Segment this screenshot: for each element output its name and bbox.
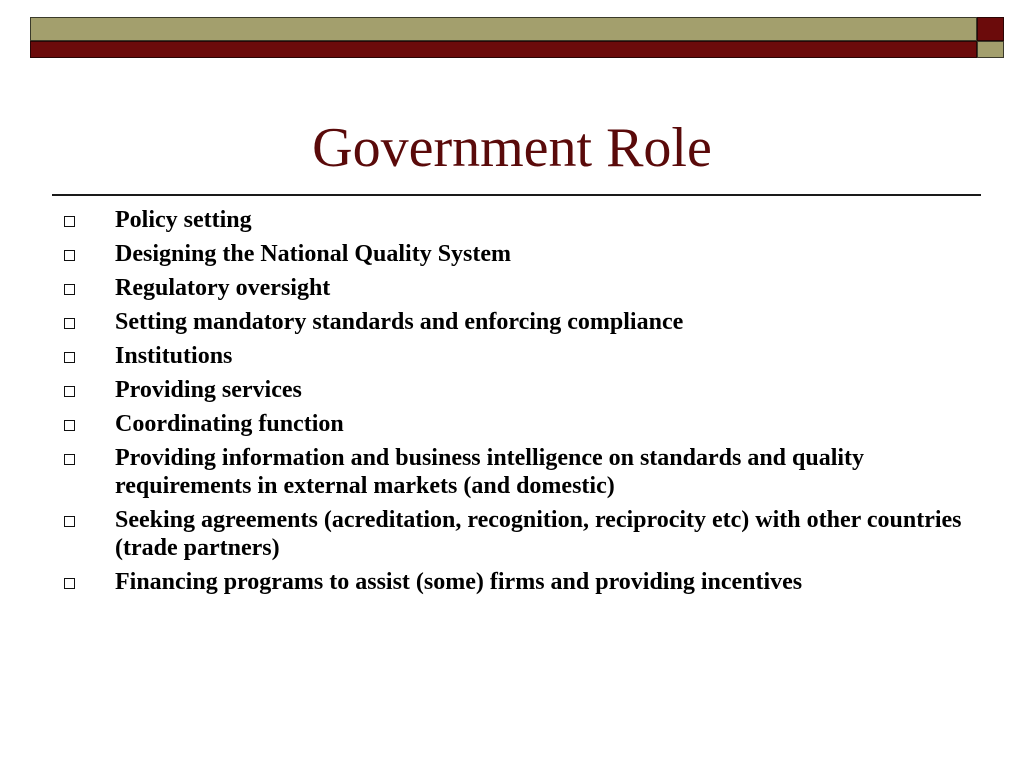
bullet-text: Regulatory oversight	[115, 275, 331, 301]
bullet-item	[0, 410, 1024, 438]
hollow-square-icon	[64, 578, 75, 589]
bullet-text: Institutions	[115, 343, 233, 369]
bullet-item	[0, 308, 1024, 336]
hollow-square-icon	[64, 516, 75, 527]
header-band-olive	[30, 17, 977, 41]
bullet-text: Financing programs to assist (some) firms and providing incentives	[115, 569, 803, 595]
header-band-maroon	[30, 41, 977, 58]
bullet-text: Coordinating function	[115, 411, 344, 437]
bullet-text: Seeking agreements (acreditation, recognition, reciprocity etc) with other countries (trade partners)	[115, 507, 962, 561]
hollow-square-icon	[64, 386, 75, 397]
bullet-text: Designing the National Quality System	[115, 241, 512, 267]
bullet-item	[0, 206, 1024, 234]
bullet-item	[0, 568, 1024, 596]
bullet-item	[0, 240, 1024, 268]
bullet-item	[0, 506, 1024, 562]
title-divider	[52, 194, 981, 196]
bullet-item	[0, 444, 1024, 500]
bullet-text: Policy setting	[115, 207, 252, 233]
bullet-text: Providing services	[115, 377, 302, 403]
bullet-text: Providing information and business intelligence on standards and quality requirements in external markets (and domestic)	[115, 445, 865, 499]
hollow-square-icon	[64, 284, 75, 295]
header-corner-square-maroon	[977, 17, 1004, 41]
hollow-square-icon	[64, 318, 75, 329]
hollow-square-icon	[64, 216, 75, 227]
header-corner-square-olive	[977, 41, 1004, 58]
bullet-item	[0, 376, 1024, 404]
hollow-square-icon	[64, 420, 75, 431]
bullet-list	[0, 206, 1024, 602]
hollow-square-icon	[64, 454, 75, 465]
bullet-item	[0, 342, 1024, 370]
slide-title: Government Role	[312, 117, 712, 179]
hollow-square-icon	[64, 250, 75, 261]
bullet-item	[0, 274, 1024, 302]
bullet-text: Setting mandatory standards and enforcing compliance	[115, 309, 684, 335]
hollow-square-icon	[64, 352, 75, 363]
